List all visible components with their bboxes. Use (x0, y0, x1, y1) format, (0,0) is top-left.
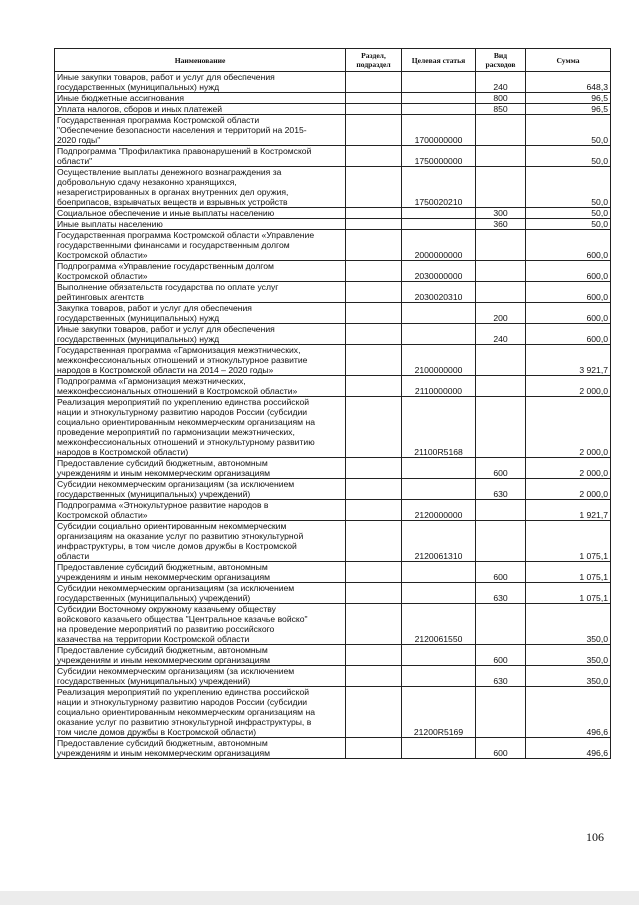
table-row (55, 115, 611, 146)
table-row (55, 583, 611, 604)
cell-target: 2030020310 (402, 282, 476, 303)
cell-section (346, 397, 402, 458)
cell-sum: 2 000,0 (526, 397, 611, 458)
cell-kind: 600 (476, 645, 526, 666)
cell-kind (476, 500, 526, 521)
cell-sum: 648,3 (526, 72, 611, 93)
cell-name: Субсидии Восточному окружному казачьему обществу войскового казачьего общества "Центральное казачье войско" на проведение мероприятий по развитию российского казачества на территории Костромской области (55, 604, 346, 645)
cell-sum: 350,0 (526, 645, 611, 666)
cell-sum: 96,5 (526, 93, 611, 104)
cell-target (402, 219, 476, 230)
cell-sum: 350,0 (526, 604, 611, 645)
header-sum: Сумма (526, 49, 611, 72)
cell-kind (476, 115, 526, 146)
cell-target: 1750020210 (402, 167, 476, 208)
cell-kind (476, 521, 526, 562)
cell-kind: 630 (476, 666, 526, 687)
cell-kind (476, 687, 526, 738)
cell-kind (476, 282, 526, 303)
cell-target: 2120000000 (402, 500, 476, 521)
cell-kind: 600 (476, 562, 526, 583)
cell-target (402, 72, 476, 93)
cell-section (346, 738, 402, 759)
cell-section (346, 219, 402, 230)
cell-name: Подпрограмма «Управление государственным долгом Костромской области» (55, 261, 346, 282)
cell-section (346, 562, 402, 583)
table-row (55, 738, 611, 759)
table-row (55, 604, 611, 645)
cell-section (346, 146, 402, 167)
cell-name: Предоставление субсидий бюджетным, автономным учреждениям и иным некоммерческим организациям (55, 562, 346, 583)
budget-table (54, 48, 611, 759)
cell-name: Субсидии некоммерческим организациям (за исключением государственных (муниципальных) учреждений) (55, 583, 346, 604)
cell-sum: 600,0 (526, 230, 611, 261)
cell-name: Предоставление субсидий бюджетным, автономным учреждениям и иным некоммерческим организациям (55, 645, 346, 666)
cell-section (346, 666, 402, 687)
header-target: Целевая статья (402, 49, 476, 72)
cell-name: Иные выплаты населению (55, 219, 346, 230)
cell-target: 1750000000 (402, 146, 476, 167)
table-row (55, 167, 611, 208)
table-row (55, 104, 611, 115)
cell-name: Подпрограмма «Этнокультурное развитие народов в Костромской области» (55, 500, 346, 521)
table-row (55, 282, 611, 303)
cell-name: Иные бюджетные ассигнования (55, 93, 346, 104)
cell-kind: 850 (476, 104, 526, 115)
cell-sum: 50,0 (526, 208, 611, 219)
cell-target: 21200R5169 (402, 687, 476, 738)
cell-section (346, 376, 402, 397)
cell-kind: 240 (476, 72, 526, 93)
cell-kind: 360 (476, 219, 526, 230)
cell-name: Иные закупки товаров, работ и услуг для обеспечения государственных (муниципальных) нужд (55, 72, 346, 93)
cell-section (346, 104, 402, 115)
cell-name: Реализация мероприятий по укреплению единства российской нации и этнокультурному развитию народов России (субсидии социально ориентированным некоммерческим организациям на проведение мероприятий по гармонизации межэтнических, межконфессиональных отношений и этнокультурному развитию народов в Костромской области) (55, 397, 346, 458)
cell-section (346, 500, 402, 521)
scan-bottom-band (0, 891, 639, 905)
header-section: Раздел, подраздел (346, 49, 402, 72)
cell-name: Предоставление субсидий бюджетным, автономным учреждениям и иным некоммерческим организациям (55, 458, 346, 479)
cell-name: Государственная программа Костромской области «Управление государственными финансами и государственным долгом Костромской области» (55, 230, 346, 261)
cell-target: 2100000000 (402, 345, 476, 376)
cell-section (346, 521, 402, 562)
cell-kind: 200 (476, 303, 526, 324)
cell-section (346, 303, 402, 324)
cell-kind: 300 (476, 208, 526, 219)
cell-target (402, 208, 476, 219)
cell-target (402, 93, 476, 104)
cell-sum: 1 075,1 (526, 583, 611, 604)
cell-sum: 496,6 (526, 738, 611, 759)
cell-target: 2120061310 (402, 521, 476, 562)
table-row (55, 303, 611, 324)
cell-section (346, 604, 402, 645)
cell-target (402, 738, 476, 759)
table-row (55, 345, 611, 376)
cell-section (346, 645, 402, 666)
cell-target (402, 458, 476, 479)
cell-name: Реализация мероприятий по укреплению единства российской нации и этнокультурному развитию народов России (субсидии социально ориентированным некоммерческим организациям на оказание услуг по развитию этнокультурной инфраструктуры, в том числе домов дружбы в Костромской области) (55, 687, 346, 738)
cell-name: Субсидии некоммерческим организациям (за исключением государственных (муниципальных) учреждений) (55, 479, 346, 500)
cell-name: Выполнение обязательств государства по оплате услуг рейтинговых агентств (55, 282, 346, 303)
header-name: Наименование (55, 49, 346, 72)
table-row (55, 93, 611, 104)
table-row (55, 208, 611, 219)
table-row (55, 230, 611, 261)
cell-target (402, 562, 476, 583)
cell-sum: 2 000,0 (526, 376, 611, 397)
cell-name: Субсидии некоммерческим организациям (за исключением государственных (муниципальных) учреждений) (55, 666, 346, 687)
table-row (55, 521, 611, 562)
cell-target: 2000000000 (402, 230, 476, 261)
table-row (55, 687, 611, 738)
cell-name: Подпрограмма «Гармонизация межэтнических, межконфессиональных отношений в Костромской области» (55, 376, 346, 397)
cell-kind (476, 604, 526, 645)
cell-section (346, 687, 402, 738)
cell-target (402, 666, 476, 687)
cell-section (346, 115, 402, 146)
cell-kind (476, 345, 526, 376)
cell-sum: 600,0 (526, 324, 611, 345)
cell-section (346, 282, 402, 303)
cell-name: Иные закупки товаров, работ и услуг для обеспечения государственных (муниципальных) нужд (55, 324, 346, 345)
cell-target: 21100R5168 (402, 397, 476, 458)
cell-section (346, 458, 402, 479)
table-row (55, 261, 611, 282)
cell-kind (476, 397, 526, 458)
cell-sum: 50,0 (526, 219, 611, 230)
cell-sum: 50,0 (526, 146, 611, 167)
cell-sum: 2 000,0 (526, 458, 611, 479)
cell-sum: 2 000,0 (526, 479, 611, 500)
cell-sum: 350,0 (526, 666, 611, 687)
cell-target (402, 104, 476, 115)
cell-section (346, 230, 402, 261)
cell-section (346, 167, 402, 208)
cell-section (346, 345, 402, 376)
cell-sum: 600,0 (526, 303, 611, 324)
table-row (55, 458, 611, 479)
cell-name: Предоставление субсидий бюджетным, автономным учреждениям и иным некоммерческим организациям (55, 738, 346, 759)
cell-sum: 50,0 (526, 167, 611, 208)
cell-kind (476, 167, 526, 208)
cell-name: Закупка товаров, работ и услуг для обеспечения государственных (муниципальных) нужд (55, 303, 346, 324)
cell-kind (476, 261, 526, 282)
cell-sum: 600,0 (526, 282, 611, 303)
cell-kind: 630 (476, 583, 526, 604)
cell-kind: 600 (476, 738, 526, 759)
table-row (55, 562, 611, 583)
cell-target: 2030000000 (402, 261, 476, 282)
cell-target: 1700000000 (402, 115, 476, 146)
cell-kind: 600 (476, 458, 526, 479)
cell-section (346, 261, 402, 282)
cell-target: 2120061550 (402, 604, 476, 645)
table-row (55, 479, 611, 500)
table-row (55, 324, 611, 345)
cell-sum: 96,5 (526, 104, 611, 115)
cell-target (402, 324, 476, 345)
cell-name: Государственная программа Костромской области "Обеспечение безопасности населения и территорий на 2015- 2020 годы" (55, 115, 346, 146)
cell-sum: 3 921,7 (526, 345, 611, 376)
cell-kind (476, 230, 526, 261)
cell-name: Уплата налогов, сборов и иных платежей (55, 104, 346, 115)
cell-section (346, 583, 402, 604)
table-row (55, 146, 611, 167)
table-row (55, 666, 611, 687)
table-body (55, 72, 611, 759)
cell-kind: 240 (476, 324, 526, 345)
cell-section (346, 72, 402, 93)
cell-name: Осуществление выплаты денежного вознаграждения за добровольную сдачу незаконно хранящихся, незарегистрированных в органах внутренних дел оружия, боеприпасов, взрывчатых веществ и взрывных устройств (55, 167, 346, 208)
table-row (55, 500, 611, 521)
cell-section (346, 208, 402, 219)
cell-kind (476, 146, 526, 167)
cell-sum: 50,0 (526, 115, 611, 146)
cell-kind (476, 376, 526, 397)
cell-kind: 630 (476, 479, 526, 500)
cell-kind: 800 (476, 93, 526, 104)
table-row (55, 376, 611, 397)
cell-name: Субсидии социально ориентированным некоммерческим организациям на оказание услуг по развитию этнокультурной инфраструктуры, в том числе домов дружбы в Костромской области (55, 521, 346, 562)
cell-section (346, 324, 402, 345)
table-row (55, 645, 611, 666)
cell-name: Государственная программа «Гармонизация межэтнических, межконфессиональных отношений и этнокультурное развитие народов в Костромской области на 2014 – 2020 годы» (55, 345, 346, 376)
table-header-row (55, 49, 611, 72)
table-row (55, 72, 611, 93)
cell-target (402, 303, 476, 324)
cell-sum: 1 075,1 (526, 521, 611, 562)
table-row (55, 219, 611, 230)
cell-target (402, 583, 476, 604)
cell-section (346, 93, 402, 104)
cell-sum: 496,6 (526, 687, 611, 738)
cell-target (402, 645, 476, 666)
table-row (55, 397, 611, 458)
cell-target: 2110000000 (402, 376, 476, 397)
cell-name: Социальное обеспечение и иные выплаты населению (55, 208, 346, 219)
page-number: 106 (586, 830, 604, 844)
header-kind: Вид расходов (476, 49, 526, 72)
cell-sum: 1 921,7 (526, 500, 611, 521)
cell-section (346, 479, 402, 500)
cell-target (402, 479, 476, 500)
cell-name: Подпрограмма "Профилактика правонарушений в Костромской области" (55, 146, 346, 167)
cell-sum: 1 075,1 (526, 562, 611, 583)
cell-sum: 600,0 (526, 261, 611, 282)
